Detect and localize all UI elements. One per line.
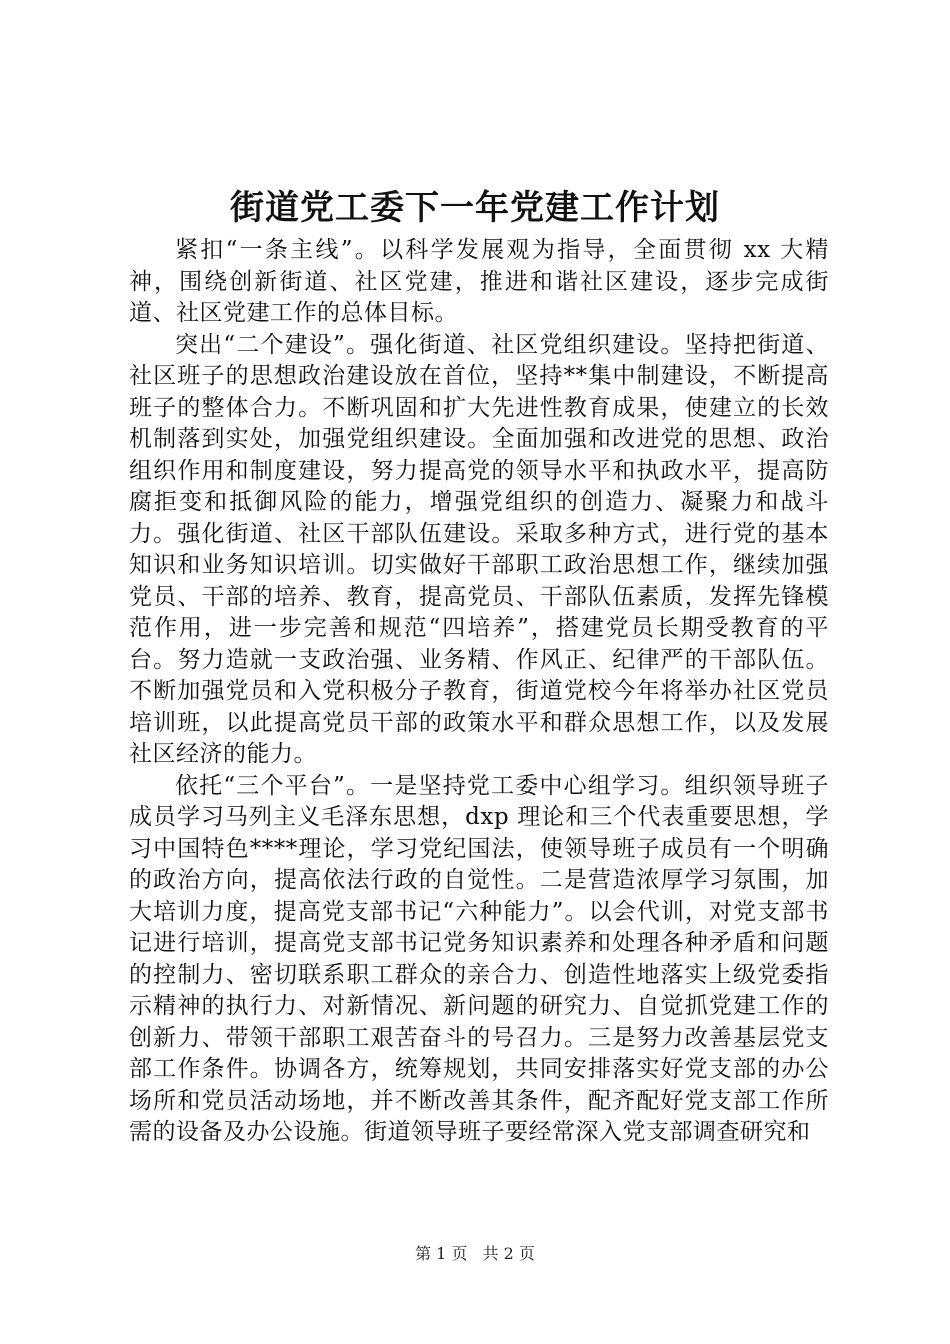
paragraph-three-platforms: 依托“三个平台”。一是坚持党工委中心组学习。组织领导班子成员学习马列主义毛泽东思想，dxp 理论和三个代表重要思想，学习中国特色****理论，学习党纪国法，使领导班子成员有一个明确的政治方向，提高依法行政的自觉性。二是营造浓厚学习氛围，加大培训力度，提高党支部书记“六种能力”。以会代训，对党支部书记进行培训，提高党支部书记党务知识素养和处理各种矛盾和问题的控制力、密切联系职工群众的亲合力、创造性地落实上级党委指示精神的执行力、对新情况、新问题的研究力、自觉抓党建工作的创新力、带领干部职工艰苦奋斗的号召力。三是努力改善基层党支部工作条件。协调各方，统筹规划，共同安排落实好党支部的办公场所和党员活动场地，并不断改善其条件，配齐配好党支部工作所需的设备及办公设施。街道领导班子要经常深入党支部调查研究和 <box>129 772 829 1145</box>
paragraph-main-line: 紧扣“一条主线”。以科学发展观为指导，全面贯彻 xx 大精神，围绕创新街道、社区党建，推进和谐社区建设，逐步完成街道、社区党建工作的总体目标。 <box>129 237 829 326</box>
page-number-current: 第 1 页 <box>415 1244 468 1263</box>
paragraph-two-constructions: 突出“二个建设”。强化街道、社区党组织建设。坚持把街道、社区班子的思想政治建设放在首位，坚持**集中制建设，不断提高班子的整体合力。不断巩固和扩大先进性教育成果，使建立的长效机制落到实处，加强党组织建设。全面加强和改进党的思想、政治组织作用和制度建设，努力提高党的领导水平和执政水平，提高防腐拒变和抵御风险的能力，增强党组织的创造力、凝聚力和战斗力。强化街道、社区干部队伍建设。采取多种方式，进行党的基本知识和业务知识培训。切实做好干部职工政治思想工作，继续加强党员、干部的培养、教育，提高党员、干部队伍素质，发挥先锋模范作用，进一步完善和规范“四培养”，搭建党员长期受教育的平台。努力造就一支政治强、业务精、作风正、纪律严的干部队伍。不断加强党员和入党积极分子教育，街道党校今年将举办社区党员培训班，以此提高党员干部的政策水平和群众思想工作，以及发展社区经济的能力。 <box>129 331 829 767</box>
page-footer <box>0 1243 950 1265</box>
document-title: 街道党工委下一年党建工作计划 <box>230 188 720 228</box>
page-number-total: 共 2 页 <box>482 1244 535 1263</box>
document-body <box>129 235 829 1149</box>
